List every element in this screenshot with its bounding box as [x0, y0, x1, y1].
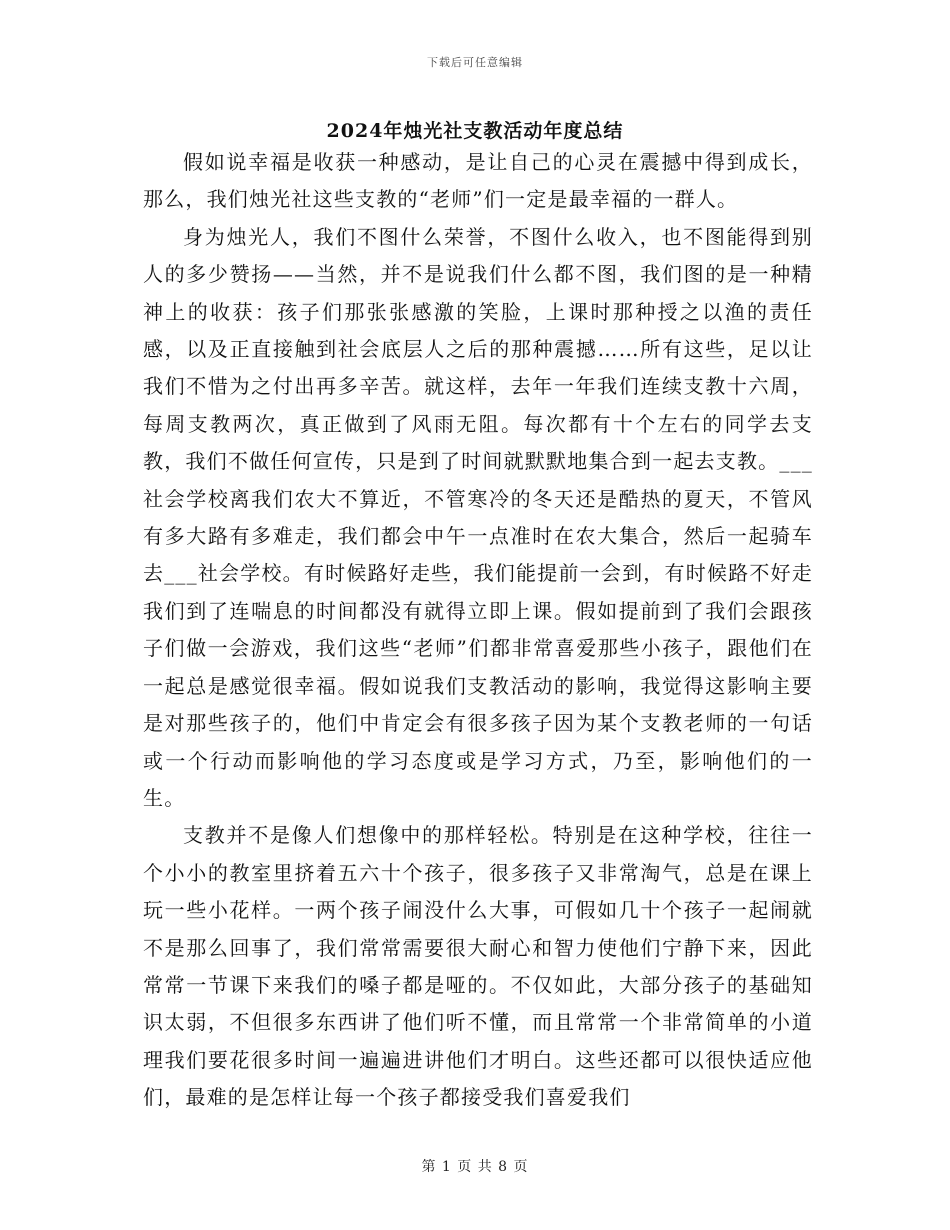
document-title: 2024年烛光社支教活动年度总结: [326, 120, 624, 142]
paragraph-3: 支教并不是像人们想像中的那样轻松。特别是在这种学校，往往一个小小的教室里挤着五六十个孩子，很多孩子又非常淘气，总是在课上玩一些小花样。一两个孩子闹没什么大事，可假如几十个孩子一起闹就不是那么回事了，我们常常需要很大耐心和智力使他们宁静下来，因此常常一节课下来我们的嗓子都是哑的。不仅如此，大部分孩子的基础知识太弱，不但很多东西讲了他们听不懂，而且常常一个非常简单的小道理我们要花很多时间一遍遍进讲他们才明白。这些还都可以很快适应他们，最难的是怎样让每一个孩子都接受我们喜爱我们: [143, 823, 813, 1110]
header-note: 下载后可任意编辑: [427, 56, 523, 69]
page-footer: 第 1 页 共 8 页: [421, 1159, 529, 1175]
paragraph-1: 假如说幸福是收获一种感动，是让自己的心灵在震撼中得到成长，那么，我们烛光社这些支教的“老师”们一定是最幸福的一群人。: [143, 150, 813, 212]
document-body: [143, 144, 813, 1117]
paragraph-2: 身为烛光人，我们不图什么荣誉，不图什么收入，也不图能得到别人的多少赞扬——当然，并不是说我们什么都不图，我们图的是一种精神上的收获：孩子们那张张感激的笑脸，上课时那种授之以渔的责任感，以及正直接触到社会底层人之后的那种震撼……所有这些，足以让我们不惜为之付出再多辛苦。就这样，去年一年我们连续支教十六周，每周支教两次，真正做到了风雨无阻。每次都有十个左右的同学去支教，我们不做任何宣传，只是到了时间就默默地集合到一起去支教。___社会学校离我们农大不算近，不管寒冷的冬天还是酷热的夏天，不管风有多大路有多难走，我们都会中午一点准时在农大集合，然后一起骑车去___社会学校。有时候路好走些，我们能提前一会到，有时候路不好走我们到了连喘息的时间都没有就得立即上课。假如提前到了我们会跟孩子们做一会游戏，我们这些“老师”们都非常喜爱那些小孩子，跟他们在一起总是感觉很幸福。假如说我们支教活动的影响，我觉得这影响主要是对那些孩子的，他们中肯定会有很多孩子因为某个支教老师的一句话或一个行动而影响他的学习态度或是学习方式，乃至，影响他们的一生。: [143, 224, 813, 810]
